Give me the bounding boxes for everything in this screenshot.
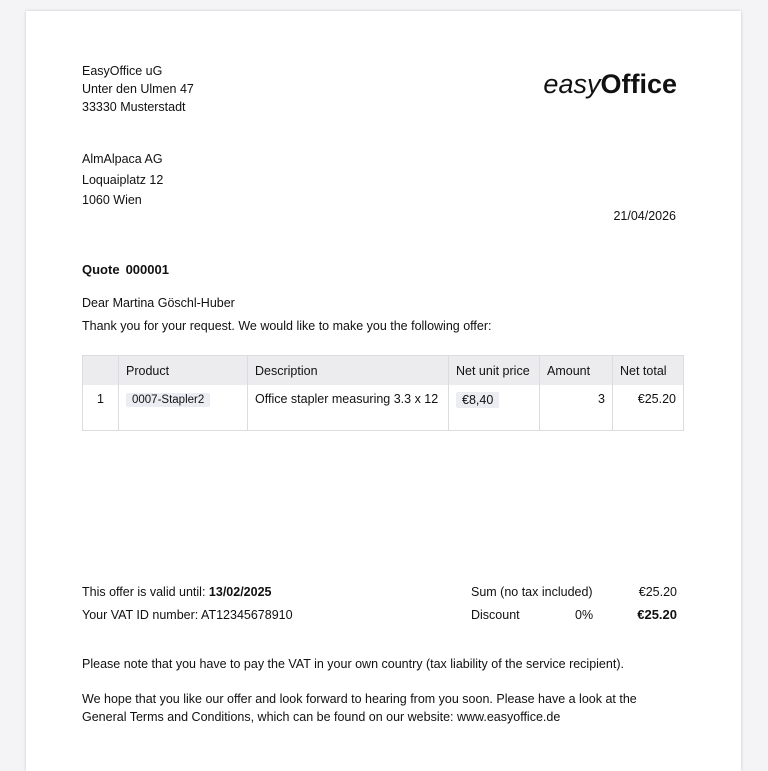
header-net-unit-price: Net unit price (449, 356, 540, 386)
recipient-street: Loquaiplatz 12 (82, 172, 164, 187)
logo-part-easy: easy (543, 69, 601, 99)
intro-text: Thank you for your request. We would like to make you the following offer: (82, 319, 492, 333)
sum-value: €25.20 (638, 585, 677, 599)
items-table (82, 355, 684, 431)
vat-id: Your VAT ID number: AT12345678910 (82, 608, 293, 622)
product-code-chip: 0007-Stapler2 (126, 393, 210, 407)
row-description: Office stapler measuring 3.3 x 12 (248, 385, 449, 430)
recipient-city: 1060 Wien (82, 193, 142, 207)
recipient-name: AlmAlpaca AG (82, 152, 163, 166)
table-row (83, 385, 684, 430)
logo-part-office: Office (600, 69, 677, 99)
row-position: 1 (83, 385, 119, 430)
net-unit-price-chip: €8,40 (456, 392, 499, 408)
validity-line (82, 583, 271, 601)
header-net-total: Net total (613, 356, 684, 386)
quote-label: Quote (82, 262, 120, 277)
vat-note: Please note that you have to pay the VAT in your own country (tax liability of the service recipient). (82, 657, 624, 671)
company-logo (543, 68, 677, 100)
header-description: Description (248, 356, 449, 386)
recipient-address (82, 149, 163, 211)
greeting: Dear Martina Göschl-Huber (82, 296, 235, 310)
row-product-cell (119, 385, 248, 430)
sum-label: Sum (no tax included) (471, 585, 593, 599)
closing-text: We hope that you like our offer and look forward to hearing from you soon. Please have a look at the General Terms and Conditions, which can be found on our website: www.easyoffice.de (82, 692, 637, 724)
discount-percent: 0% (575, 608, 594, 622)
row-amount: 3 (540, 385, 613, 430)
quote-title (82, 262, 169, 277)
validity-label: This offer is valid until: (82, 585, 206, 599)
sender-address (82, 62, 194, 116)
quote-document (26, 11, 741, 771)
header-amount: Amount (540, 356, 613, 386)
sender-street: Unter den Ulmen 47 (82, 82, 194, 96)
sender-name: EasyOffice uG (82, 64, 163, 78)
row-net-total: €25.20 (637, 392, 676, 406)
discount-label: Discount (471, 608, 520, 622)
header-pos (83, 356, 119, 386)
validity-date: 13/02/2025 (208, 585, 272, 599)
table-header-row (83, 356, 684, 386)
header-product: Product (119, 356, 248, 386)
row-price-cell (449, 385, 540, 430)
sender-city: 33330 Musterstadt (82, 100, 186, 114)
total-value: €25.20 (637, 607, 677, 622)
quote-number: 000001 (125, 262, 169, 277)
document-date: 21/04/2026 (613, 209, 676, 223)
